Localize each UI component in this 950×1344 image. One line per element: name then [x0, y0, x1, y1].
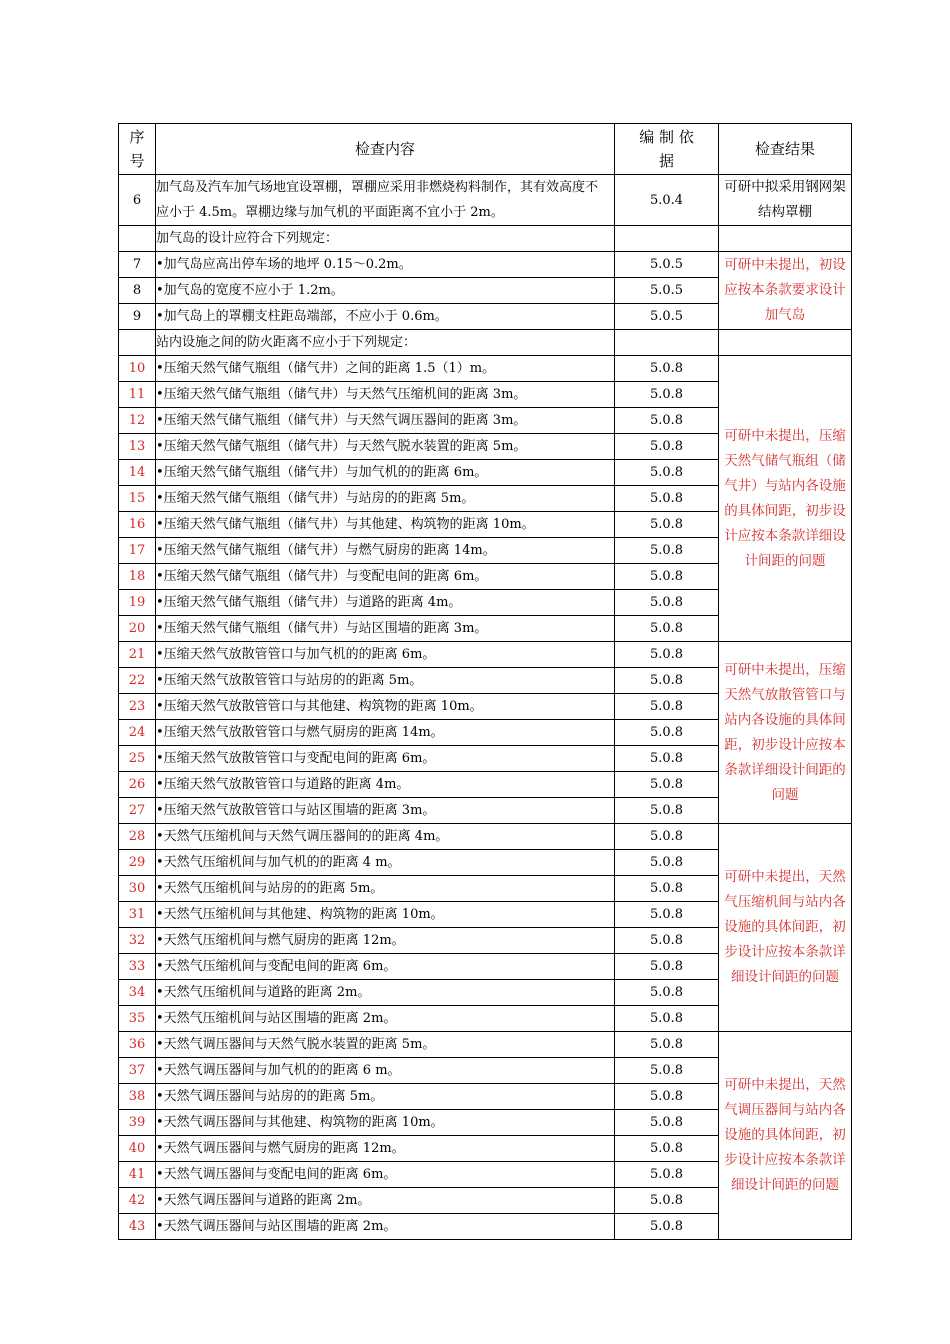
row-content: •天然气压缩机间与站房的的距离 5m。	[156, 876, 615, 902]
row-content: •天然气压缩机间与道路的距离 2m。	[156, 980, 615, 1006]
row-content: •压缩天然气储气瓶组（储气井）之间的距离 1.5（1）m。	[156, 356, 615, 382]
row-content: 加气岛及汽车加气场地宜设罩棚，罩棚应采用非燃烧构料制作，其有效高度不应小于 4.5m。罩棚边缘与加气机的平面距离不宜小于 2m。	[156, 175, 615, 226]
row-basis: 5.0.8	[615, 902, 719, 928]
row-basis: 5.0.8	[615, 408, 719, 434]
row-no: 10	[119, 356, 156, 382]
table-row	[119, 175, 852, 226]
section-row	[119, 330, 852, 356]
table-body	[119, 175, 852, 1240]
row-content: •天然气压缩机间与加气机的的距离 4 m。	[156, 850, 615, 876]
row-no: 14	[119, 460, 156, 486]
row-content: •天然气调压器间与站区围墙的距离 2m。	[156, 1214, 615, 1240]
row-basis: 5.0.8	[615, 668, 719, 694]
row-no: 32	[119, 928, 156, 954]
row-basis: 5.0.8	[615, 798, 719, 824]
row-basis: 5.0.8	[615, 1058, 719, 1084]
row-no: 28	[119, 824, 156, 850]
row-no: 25	[119, 746, 156, 772]
row-no: 7	[119, 252, 156, 278]
row-content: •压缩天然气储气瓶组（储气井）与变配电间的距离 6m。	[156, 564, 615, 590]
row-basis: 5.0.8	[615, 694, 719, 720]
row-basis: 5.0.8	[615, 720, 719, 746]
header-content: 检查内容	[156, 124, 615, 175]
row-basis: 5.0.8	[615, 928, 719, 954]
row-no: 9	[119, 304, 156, 330]
row-no: 18	[119, 564, 156, 590]
row-no	[119, 226, 156, 252]
row-basis: 5.0.8	[615, 824, 719, 850]
row-content: •天然气调压器间与道路的距离 2m。	[156, 1188, 615, 1214]
row-basis: 5.0.8	[615, 980, 719, 1006]
row-content: •天然气压缩机间与变配电间的距离 6m。	[156, 954, 615, 980]
row-result: 可研中拟采用钢网架结构罩棚	[719, 175, 852, 226]
table-row	[119, 356, 852, 382]
row-content: •压缩天然气储气瓶组（储气井）与其他建、构筑物的距离 10m。	[156, 512, 615, 538]
row-no: 17	[119, 538, 156, 564]
row-no: 43	[119, 1214, 156, 1240]
row-no: 30	[119, 876, 156, 902]
row-basis: 5.0.8	[615, 538, 719, 564]
row-basis: 5.0.8	[615, 746, 719, 772]
row-content: •压缩天然气储气瓶组（储气井）与天然气脱水装置的距离 5m。	[156, 434, 615, 460]
row-basis: 5.0.8	[615, 1032, 719, 1058]
row-content: •压缩天然气放散管管口与站区围墙的距离 3m。	[156, 798, 615, 824]
row-no: 38	[119, 1084, 156, 1110]
row-result	[719, 330, 852, 356]
table-row	[119, 252, 852, 278]
row-content: •压缩天然气储气瓶组（储气井）与站房的的距离 5m。	[156, 486, 615, 512]
table-row	[119, 824, 852, 850]
row-no: 40	[119, 1136, 156, 1162]
row-basis: 5.0.8	[615, 512, 719, 538]
row-basis: 5.0.4	[615, 175, 719, 226]
row-no: 27	[119, 798, 156, 824]
row-basis: 5.0.8	[615, 1188, 719, 1214]
row-no: 29	[119, 850, 156, 876]
row-basis: 5.0.5	[615, 278, 719, 304]
result-group-regulator: 可研中未提出，天然气调压器间与站内各设施的具体间距，初步设计应按本条款详细设计间距的问题	[719, 1032, 852, 1240]
row-no: 12	[119, 408, 156, 434]
row-basis: 5.0.8	[615, 382, 719, 408]
row-content: •压缩天然气储气瓶组（储气井）与加气机的的距离 6m。	[156, 460, 615, 486]
section-heading: 站内设施之间的防火距离不应小于下列规定：	[156, 330, 615, 356]
row-content: •压缩天然气放散管管口与加气机的的距离 6m。	[156, 642, 615, 668]
row-no: 26	[119, 772, 156, 798]
row-no: 16	[119, 512, 156, 538]
row-basis: 5.0.8	[615, 564, 719, 590]
row-basis: 5.0.8	[615, 434, 719, 460]
row-basis: 5.0.8	[615, 486, 719, 512]
row-basis: 5.0.8	[615, 642, 719, 668]
row-no: 20	[119, 616, 156, 642]
row-basis: 5.0.8	[615, 850, 719, 876]
section-row	[119, 226, 852, 252]
row-content: •压缩天然气储气瓶组（储气井）与站区围墙的距离 3m。	[156, 616, 615, 642]
row-basis: 5.0.5	[615, 304, 719, 330]
row-no: 22	[119, 668, 156, 694]
row-basis: 5.0.8	[615, 1214, 719, 1240]
result-group-storage: 可研中未提出，压缩天然气储气瓶组（储气井）与站内各设施的具体间距，初步设计应按本条款详细设计间距的问题	[719, 356, 852, 642]
header-result: 检查结果	[719, 124, 852, 175]
result-group-island: 可研中未提出，初设应按本条款要求设计加气岛	[719, 252, 852, 330]
row-content: •天然气调压器间与变配电间的距离 6m。	[156, 1162, 615, 1188]
row-no: 11	[119, 382, 156, 408]
section-heading: 加气岛的设计应符合下列规定：	[156, 226, 615, 252]
inspection-table	[118, 123, 852, 1240]
row-no: 31	[119, 902, 156, 928]
row-no: 39	[119, 1110, 156, 1136]
row-no: 41	[119, 1162, 156, 1188]
table-header	[119, 124, 852, 175]
row-no: 24	[119, 720, 156, 746]
table-row	[119, 642, 852, 668]
row-basis: 5.0.8	[615, 1136, 719, 1162]
row-content: •天然气调压器间与天然气脱水装置的距离 5m。	[156, 1032, 615, 1058]
row-basis: 5.0.8	[615, 460, 719, 486]
row-basis	[615, 330, 719, 356]
row-content: •天然气调压器间与其他建、构筑物的距离 10m。	[156, 1110, 615, 1136]
row-basis: 5.0.8	[615, 1084, 719, 1110]
row-content: •压缩天然气放散管管口与其他建、构筑物的距离 10m。	[156, 694, 615, 720]
row-no: 19	[119, 590, 156, 616]
row-basis: 5.0.8	[615, 356, 719, 382]
row-basis: 5.0.8	[615, 1162, 719, 1188]
row-no	[119, 330, 156, 356]
row-no: 34	[119, 980, 156, 1006]
row-content: •天然气调压器间与加气机的的距离 6 m。	[156, 1058, 615, 1084]
row-basis: 5.0.8	[615, 876, 719, 902]
row-no: 8	[119, 278, 156, 304]
table-row	[119, 1032, 852, 1058]
row-no: 33	[119, 954, 156, 980]
header-no: 序号	[119, 124, 156, 175]
row-no: 21	[119, 642, 156, 668]
row-content: •压缩天然气放散管管口与燃气厨房的距离 14m。	[156, 720, 615, 746]
row-content: •天然气调压器间与站房的的距离 5m。	[156, 1084, 615, 1110]
row-no: 13	[119, 434, 156, 460]
row-content: •天然气压缩机间与燃气厨房的距离 12m。	[156, 928, 615, 954]
row-content: •加气岛应高出停车场的地坪 0.15～0.2m。	[156, 252, 615, 278]
row-content: •天然气压缩机间与天然气调压器间的的距离 4m。	[156, 824, 615, 850]
row-result	[719, 226, 852, 252]
row-no: 36	[119, 1032, 156, 1058]
row-basis: 5.0.8	[615, 1110, 719, 1136]
row-no: 23	[119, 694, 156, 720]
result-group-vent: 可研中未提出，压缩天然气放散管管口与站内各设施的具体间距，初步设计应按本条款详细设计间距的问题	[719, 642, 852, 824]
row-basis	[615, 226, 719, 252]
row-basis: 5.0.8	[615, 772, 719, 798]
row-content: •压缩天然气储气瓶组（储气井）与天然气调压器间的距离 3m。	[156, 408, 615, 434]
row-content: •天然气压缩机间与站区围墙的距离 2m。	[156, 1006, 615, 1032]
row-no: 35	[119, 1006, 156, 1032]
row-content: •压缩天然气放散管管口与道路的距离 4m。	[156, 772, 615, 798]
row-no: 42	[119, 1188, 156, 1214]
row-basis: 5.0.8	[615, 590, 719, 616]
row-no: 15	[119, 486, 156, 512]
row-basis: 5.0.5	[615, 252, 719, 278]
row-content: •天然气调压器间与燃气厨房的距离 12m。	[156, 1136, 615, 1162]
row-content: •压缩天然气储气瓶组（储气井）与道路的距离 4m。	[156, 590, 615, 616]
row-basis: 5.0.8	[615, 954, 719, 980]
row-content: •压缩天然气储气瓶组（储气井）与天然气压缩机间的距离 3m。	[156, 382, 615, 408]
row-content: •压缩天然气放散管管口与变配电间的距离 6m。	[156, 746, 615, 772]
row-content: •加气岛上的罩棚支柱距岛端部，不应小于 0.6m。	[156, 304, 615, 330]
row-content: •压缩天然气放散管管口与站房的的距离 5m。	[156, 668, 615, 694]
row-basis: 5.0.8	[615, 1006, 719, 1032]
header-basis: 编 制 依 据	[615, 124, 719, 175]
row-content: •天然气压缩机间与其他建、构筑物的距离 10m。	[156, 902, 615, 928]
row-content: •压缩天然气储气瓶组（储气井）与燃气厨房的距离 14m。	[156, 538, 615, 564]
result-group-compressor: 可研中未提出，天然气压缩机间与站内各设施的具体间距，初步设计应按本条款详细设计间距的问题	[719, 824, 852, 1032]
row-no: 6	[119, 175, 156, 226]
row-basis: 5.0.8	[615, 616, 719, 642]
row-content: •加气岛的宽度不应小于 1.2m。	[156, 278, 615, 304]
row-no: 37	[119, 1058, 156, 1084]
